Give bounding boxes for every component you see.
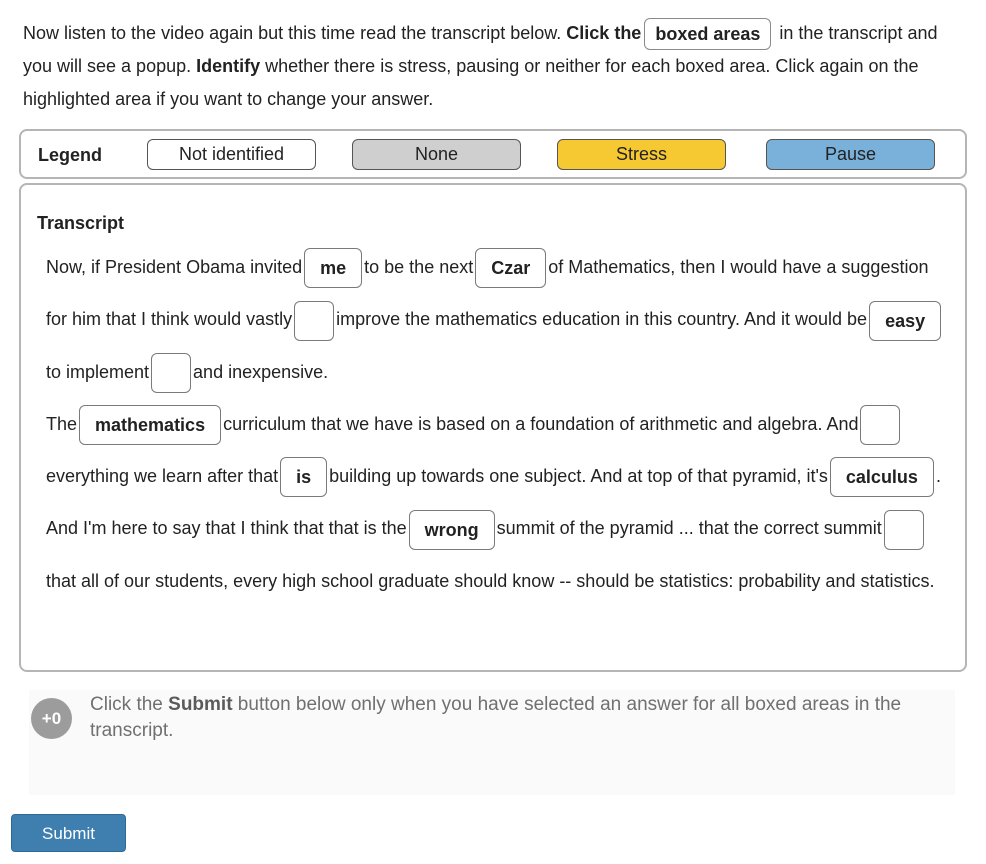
transcript-text: Now, if President Obama invited [46, 257, 303, 277]
transcript-text: of Mathematics, then I would have a suggestion for him that I think would vastly [46, 257, 929, 330]
transcript-text: summit of the pyramid ... that the correct summit [496, 518, 882, 539]
boxed-area-mathematics[interactable]: mathematics [79, 405, 221, 445]
legend-none: None [352, 139, 521, 170]
boxed-area-pause-2[interactable] [151, 353, 191, 393]
transcript-text: and inexpensive. [193, 361, 329, 382]
legend-pause: Pause [766, 139, 935, 170]
instructions-bold-click: Click the [566, 23, 642, 43]
boxed-area-pause-1[interactable] [294, 301, 334, 341]
boxed-area-pause-4[interactable] [884, 510, 924, 550]
score-badge: +0 [31, 698, 72, 739]
transcript-text: to implement [46, 361, 150, 382]
transcript-text: The [46, 413, 78, 434]
transcript-panel [19, 183, 967, 672]
instructions [23, 17, 963, 116]
instructions-text-1: Now listen to the video again but this time read the transcript below. [23, 23, 567, 43]
instructions-text-3: whether there is stress, pausing or neither for each boxed area. Click again on the highlighted area if you want to change your answer. [23, 56, 919, 110]
hint-text-before: Click the [90, 694, 169, 715]
boxed-areas-example: boxed areas [644, 18, 771, 50]
legend-not-identified: Not identified [147, 139, 316, 170]
transcript-text: curriculum that we have is based on a foundation of arithmetic and algebra. And [223, 413, 859, 434]
transcript-text: building up towards one subject. And at top of that pyramid, it's [329, 466, 828, 487]
boxed-area-wrong[interactable]: wrong [409, 510, 495, 550]
boxed-area-pause-3[interactable] [860, 405, 900, 445]
transcript-text: everything we learn after that [46, 466, 279, 487]
boxed-area-is[interactable]: is [280, 457, 327, 497]
legend-panel [19, 129, 967, 179]
legend-stress: Stress [557, 139, 726, 170]
legend-title: Legend [38, 145, 103, 165]
transcript-title: Transcript [37, 213, 125, 233]
hint-text [90, 692, 950, 744]
hint-text-bold: Submit [168, 694, 233, 715]
transcript-body [46, 241, 951, 607]
transcript-text: to be the next [364, 257, 474, 277]
instructions-bold-identify: Identify [196, 56, 261, 77]
boxed-area-easy[interactable]: easy [869, 301, 941, 341]
boxed-area-czar[interactable]: Czar [475, 248, 546, 288]
instructions-text-2: in the transcript and you will see a popup. [23, 23, 938, 77]
submit-button[interactable]: Submit [11, 814, 126, 852]
boxed-area-me[interactable]: me [304, 248, 362, 288]
hint-text-after: button below only when you have selected an answer for all boxed areas in the transcript. [90, 694, 902, 741]
submit-hint [29, 690, 955, 795]
transcript-text: improve the mathematics education in this country. And it would be [336, 309, 868, 330]
transcript-text: . And I'm here to say that I think that that is the [46, 466, 941, 539]
boxed-area-calculus[interactable]: calculus [830, 457, 934, 497]
transcript-text: that all of our students, every high school graduate should know -- should be statistics: probability and statistics. [46, 570, 935, 591]
